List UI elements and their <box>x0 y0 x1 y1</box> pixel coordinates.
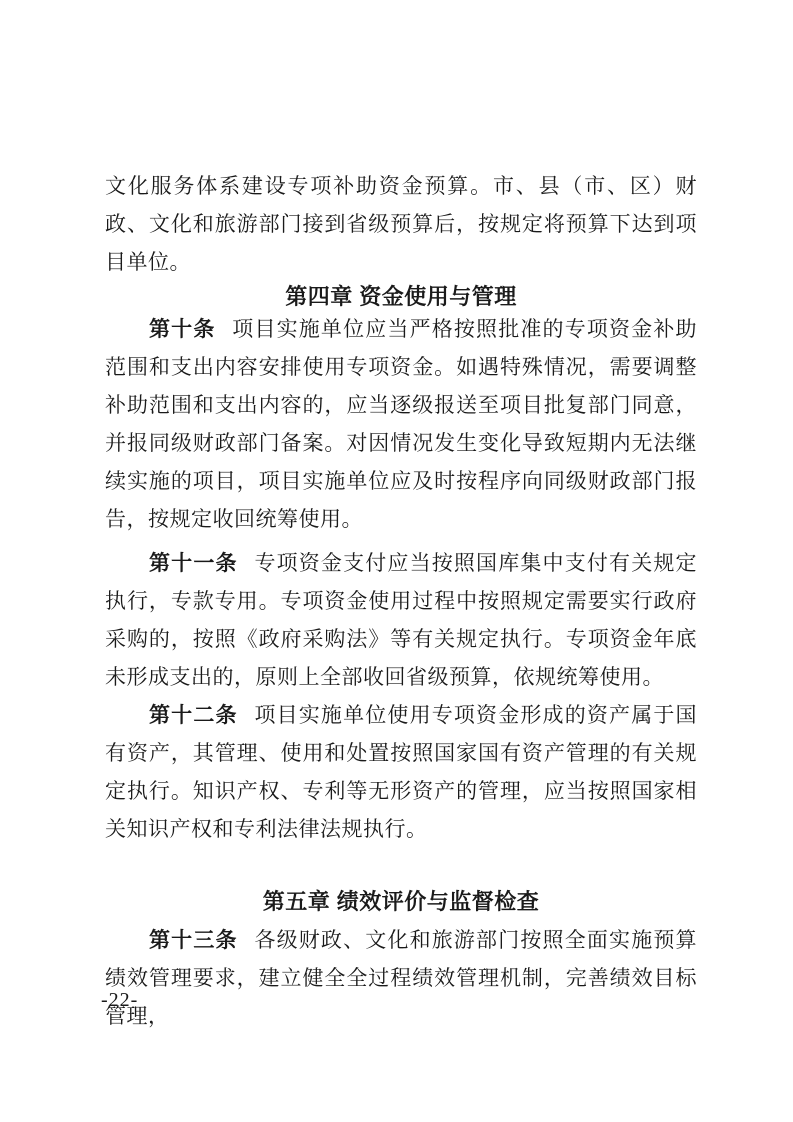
page-number: -22- <box>101 989 139 1011</box>
continuation-paragraph: 文化服务体系建设专项补助资金预算。市、县（市、区）财政、文化和旅游部门接到省级预算后，按规定将预算下达到项目单位。 <box>105 174 697 274</box>
article-11-label: 第十一条 <box>149 551 238 575</box>
article-10 <box>105 310 697 538</box>
article-13-label: 第十三条 <box>149 928 238 952</box>
chapter-5-heading: 第五章 绩效评价与监督检查 <box>262 889 540 915</box>
article-13-text: 各级财政、文化和旅游部门按照全面实施预算绩效管理要求，建立健全全过程绩效管理机制，完善绩效目标管理， <box>105 928 698 1028</box>
article-11 <box>105 544 697 696</box>
article-12-text: 项目实施单位使用专项资金形成的资产属于国有资产，其管理、使用和处置按照国家国有资产管理的有关规定执行。知识产权、专利等无形资产的管理，应当按照国家相关知识产权和专利法律法规执行。 <box>105 703 698 841</box>
article-12 <box>105 696 697 848</box>
article-10-label: 第十条 <box>149 317 216 341</box>
article-13 <box>105 921 697 1035</box>
article-11-text: 专项资金支付应当按照国库集中支付有关规定执行，专款专用。专项资金使用过程中按照规定需要实行政府采购的，按照《政府采购法》等有关规定执行。专项资金年底未形成支出的，原则上全部收回省级预算，依规统筹使用。 <box>105 551 698 689</box>
article-10-text: 项目实施单位应当严格按照批准的专项资金补助范围和支出内容安排使用专项资金。如遇特殊情况，需要调整补助范围和支出内容的，应当逐级报送至项目批复部门同意，并报同级财政部门备案。对因情况发生变化导致短期内无法继续实施的项目，项目实施单位应及时按程序向同级财政部门报告，按规定收回统筹使用。 <box>105 317 697 531</box>
article-12-label: 第十二条 <box>149 703 238 727</box>
chapter-4-heading: 第四章 资金使用与管理 <box>285 284 517 310</box>
